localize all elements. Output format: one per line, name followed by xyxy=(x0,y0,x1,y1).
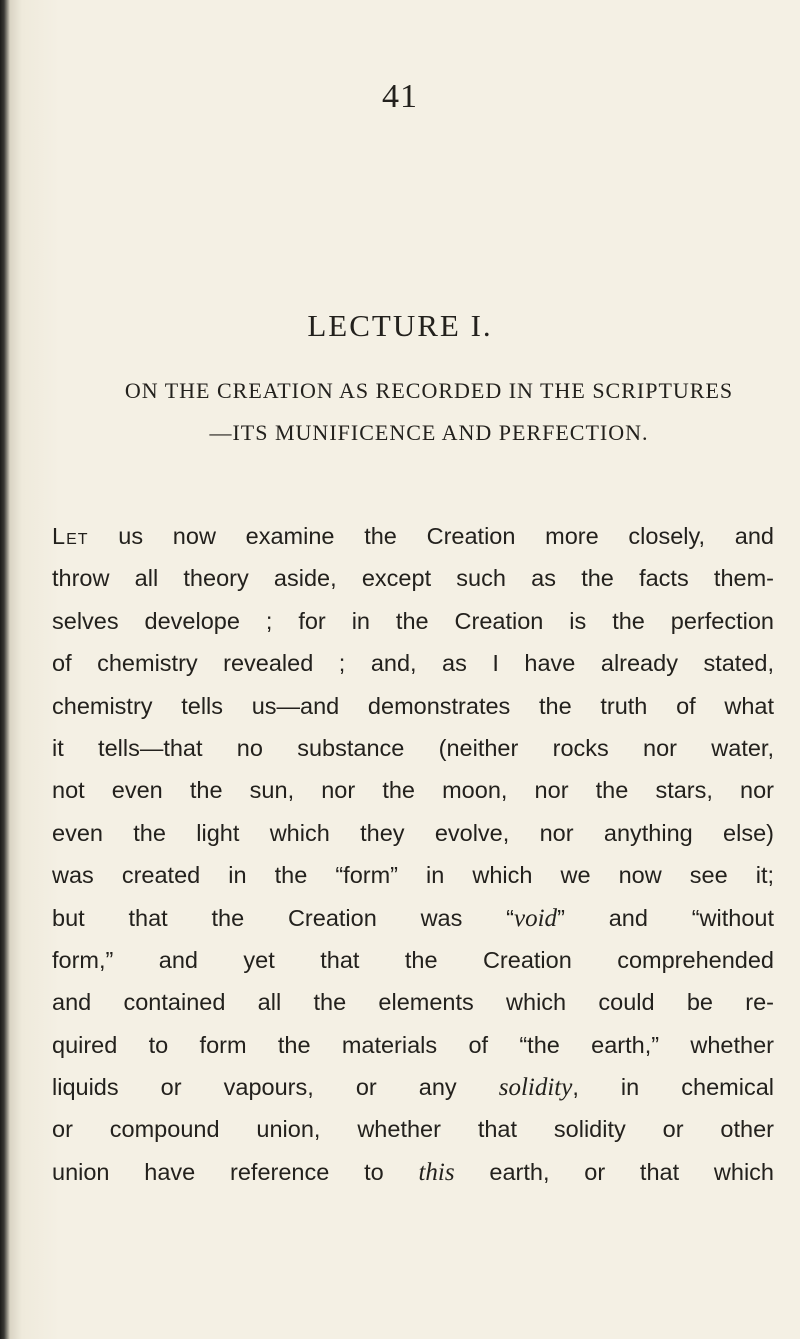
paragraph-line: chemistry tells us—and demonstrates the truth of what xyxy=(52,692,774,719)
paragraph-line xyxy=(52,897,774,939)
paragraph-line: or compound union, whether that solidity or other xyxy=(52,1116,774,1143)
paragraph-line xyxy=(52,1151,774,1193)
body-paragraph xyxy=(52,515,774,1193)
italic-word: void xyxy=(514,904,558,932)
line-text: , in chemical xyxy=(572,1074,774,1101)
paragraph-line: quired to form the materials of “the earth,” whether xyxy=(52,1031,774,1058)
drop-initial-word: Let xyxy=(52,523,89,549)
paragraph-line: even the light which they evolve, nor anything else) xyxy=(52,819,774,846)
paragraph-line: not even the sun, nor the moon, nor the stars, nor xyxy=(52,777,774,804)
line-text: earth, or that which xyxy=(454,1158,774,1185)
subtitle-line: ON THE CREATION AS RECORDED IN THE SCRIPTURES xyxy=(124,378,734,403)
line-text: but that the Creation was “ xyxy=(52,904,515,931)
paragraph-line: selves develope ; for in the Creation is the perfection xyxy=(52,607,774,634)
line-text: union have reference to xyxy=(52,1158,419,1185)
paragraph-line xyxy=(52,515,774,557)
page-number: 41 xyxy=(382,78,418,115)
subtitle-line: —ITS MUNIFICENCE AND PERFECTION. xyxy=(209,420,649,445)
paragraph-line: throw all theory aside, except such as the facts them- xyxy=(52,565,774,592)
lecture-heading: LECTURE I. xyxy=(307,308,493,343)
line-text: liquids or vapours, or any xyxy=(52,1074,499,1101)
italic-word: this xyxy=(418,1158,455,1186)
paragraph-line xyxy=(52,1066,774,1108)
paragraph-line: was created in the “form” in which we now see it; xyxy=(52,862,774,889)
line-text: us now examine the Creation more closely, and xyxy=(88,523,774,549)
italic-word: solidity xyxy=(498,1074,573,1102)
line-text: ” and “without xyxy=(557,904,774,931)
paragraph-line: form,” and yet that the Creation comprehended xyxy=(52,946,774,973)
paragraph-line: of chemistry revealed ; and, as I have already stated, xyxy=(52,650,774,677)
paragraph-line: it tells—that no substance (neither rocks nor water, xyxy=(52,734,774,761)
paragraph-line: and contained all the elements which could be re- xyxy=(52,989,774,1016)
lecture-subtitle xyxy=(84,370,774,454)
